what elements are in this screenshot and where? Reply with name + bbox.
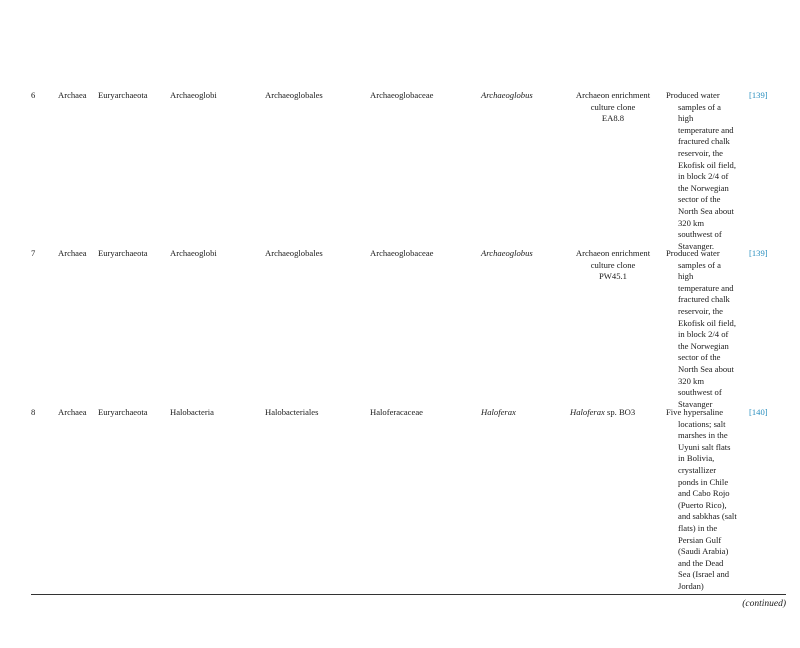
- species-line: Archaeon enrichment: [575, 248, 651, 258]
- source-first-line: Produced water: [666, 248, 720, 258]
- source-line: crystallizer: [678, 464, 717, 475]
- order-cell: Archaeoglobales: [265, 90, 323, 100]
- species-line: culture clone: [590, 101, 636, 112]
- source-line: sector of the: [678, 194, 721, 205]
- source-line: (Saudi Arabia): [678, 546, 729, 557]
- source-line: samples of a: [678, 259, 721, 270]
- source-line: reservoir, the: [678, 305, 723, 316]
- source-line: (Puerto Rico),: [678, 499, 727, 510]
- phylum-cell: Euryarchaeota: [98, 407, 148, 417]
- source-line: samples of a: [678, 101, 721, 112]
- source-line: southwest of: [678, 229, 722, 240]
- continued-note: (continued): [742, 599, 786, 609]
- species-line: Archaeon enrichment: [575, 90, 651, 100]
- source-line: high: [678, 113, 694, 124]
- species-suffix: sp. BO3: [604, 407, 636, 417]
- class-cell: Archaeoglobi: [170, 248, 217, 258]
- source-cell: [666, 248, 748, 410]
- species-line: culture clone: [590, 259, 636, 270]
- genus-cell: Archaeoglobus: [481, 90, 533, 100]
- source-line: ponds in Chile: [678, 476, 729, 487]
- reference-link[interactable]: [139]: [749, 90, 768, 100]
- source-line: and the Dead: [678, 557, 724, 568]
- domain-cell: Archaea: [58, 407, 87, 417]
- source-line: North Sea about: [678, 363, 734, 374]
- species-genus-italic: Haloferax: [570, 407, 605, 417]
- phylum-cell: Euryarchaeota: [98, 248, 148, 258]
- source-line: and Cabo Rojo: [678, 488, 730, 499]
- source-line: sector of the: [678, 352, 721, 363]
- source-line: Uyuni salt flats: [678, 441, 731, 452]
- class-cell: Halobacteria: [170, 407, 214, 417]
- source-line: southwest of: [678, 387, 722, 398]
- source-line: and sabkhas (salt: [678, 511, 737, 522]
- source-line: temperature and: [678, 282, 734, 293]
- source-line: in block 2/4 of: [678, 171, 729, 182]
- source-line: Ekofisk oil field,: [678, 317, 736, 328]
- order-cell: Archaeoglobales: [265, 248, 323, 258]
- species-line: PW45.1: [599, 271, 627, 282]
- domain-cell: Archaea: [58, 248, 87, 258]
- row-number: 8: [31, 407, 36, 417]
- source-line: North Sea about: [678, 205, 734, 216]
- phylum-cell: Euryarchaeota: [98, 90, 148, 100]
- domain-cell: Archaea: [58, 90, 87, 100]
- table-bottom-rule: [31, 594, 786, 595]
- source-line: fractured chalk: [678, 136, 730, 147]
- source-first-line: Produced water: [666, 90, 720, 100]
- source-line: Ekofisk oil field,: [678, 159, 736, 170]
- source-line: 320 km: [678, 375, 705, 386]
- source-line: Sea (Israel and: [678, 569, 730, 580]
- row-number: 6: [31, 90, 36, 100]
- source-line: 320 km: [678, 217, 705, 228]
- genus-cell: Archaeoglobus: [481, 248, 533, 258]
- source-line: temperature and: [678, 124, 734, 135]
- source-line: in Bolivia,: [678, 453, 715, 464]
- row-number: 7: [31, 248, 36, 258]
- species-cell: [570, 407, 664, 419]
- source-line: high: [678, 271, 694, 282]
- species-cell: [566, 248, 660, 283]
- source-line: flats) in the: [678, 522, 718, 533]
- genus-cell: Haloferax: [481, 407, 516, 417]
- source-first-line: Five hypersaline: [666, 407, 724, 417]
- reference-link[interactable]: [139]: [749, 248, 768, 258]
- source-line: Persian Gulf: [678, 534, 722, 545]
- source-line: fractured chalk: [678, 294, 730, 305]
- source-line: reservoir, the: [678, 147, 723, 158]
- source-line: the Norwegian: [678, 182, 729, 193]
- reference-link[interactable]: [140]: [749, 407, 768, 417]
- species-line: EA8.8: [601, 113, 625, 124]
- species-cell: [566, 90, 660, 125]
- source-cell: [666, 407, 748, 593]
- class-cell: Archaeoglobi: [170, 90, 217, 100]
- source-line: marshes in the: [678, 430, 728, 441]
- source-line: Stavanger.: [678, 240, 715, 251]
- family-cell: Haloferacaceae: [370, 407, 423, 417]
- source-line: Jordan): [678, 580, 704, 591]
- order-cell: Halobacteriales: [265, 407, 319, 417]
- source-line: locations; salt: [678, 418, 726, 429]
- source-cell: [666, 90, 748, 252]
- source-line: the Norwegian: [678, 340, 729, 351]
- family-cell: Archaeoglobaceae: [370, 248, 434, 258]
- family-cell: Archaeoglobaceae: [370, 90, 434, 100]
- source-line: Stavanger: [678, 398, 713, 409]
- source-line: in block 2/4 of: [678, 329, 729, 340]
